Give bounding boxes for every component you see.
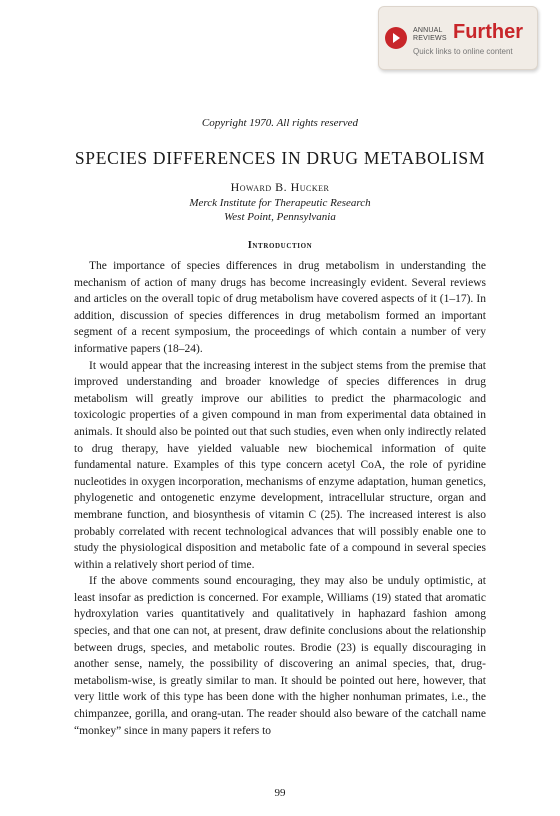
page-number: 99 xyxy=(274,787,286,799)
quick-links-label: Quick links to online content xyxy=(413,47,513,56)
play-arrow-icon xyxy=(385,27,407,49)
section-heading: Introduction xyxy=(247,240,313,251)
author-name: Howard B. Hucker xyxy=(230,180,330,194)
body-paragraph: If the above comments sound encouraging, they may also be unduly optimistic, at least insofar as prediction is concerned. For example, Williams (19) stated that aromatic hydroxylation varies quantitatively and qualitatively in haphazard fashion among species, and that one can not, at present, draw definite conclusions about the relationship between drugs, species, and metabolic routes. Brodie (23) is equally discouraging in another sense, namely, the possibility of discovering an animal species, that, drug-metabolism-wise, is greatly similar to man. It should be pointed out here, however, that very little work of this type has been done with the higher nonhuman primates, i.e., the chimpanzee, gorilla, and orang-utan. The reader should also beware of the catchall name “monkey” since in many papers it refers to xyxy=(74,575,486,737)
body-paragraph: It would appear that the increasing interest in the subject stems from the premise that improved understanding and broader knowledge of species differences in drug metabolism will greatly improve our abilities to predict the pharmacologic and toxicologic properties of a given compound in man from experimental data obtained in animals. It should also be pointed out that such studies, even when only indirectly related to drug therapy, have yielded valuable new biochemical information of quite fundamental nature. Examples of this type concern acetyl CoA, the role of pyridine nucleotides in oxygen incorporation, mechanisms of enzyme adaptation, human genetics, phylogenetic and ontogenetic enzyme development, intracellular structure, organ and membrane function, and biosynthesis of vitamin C (25). The increased interest is also probably correlated with recent technological advances that will possibly enable one to study the physiological disposition and metabolic fate of a compound in several species within a relatively short period of time. xyxy=(74,359,486,571)
brand-line-1: ANNUAL xyxy=(413,27,443,34)
brand-line-2: REVIEWS xyxy=(413,35,447,42)
annual-reviews-logo-text xyxy=(413,27,447,43)
affiliation-institute: Merck Institute for Therapeutic Research xyxy=(189,197,371,209)
affiliation-location: West Point, Pennsylvania xyxy=(224,211,336,223)
copyright-notice: Copyright 1970. All rights reserved xyxy=(201,117,359,129)
body-paragraph: The importance of species differences in drug metabolism in understanding the mechanism of action of many drugs has become increasingly evident. Several reviews and articles on the overall topic of drug metabolism have covered aspects of it (1–17). In addition, discussion of species differences in drug metabolism formed an important segment of a recent symposium, the proceedings of which contain a number of very informative papers (18–24). xyxy=(74,260,486,355)
further-label: Further xyxy=(453,21,523,43)
article-title: SPECIES DIFFERENCES IN DRUG METABOLISM xyxy=(74,148,486,168)
annual-reviews-further-badge[interactable] xyxy=(378,6,538,70)
article-body xyxy=(74,258,486,739)
